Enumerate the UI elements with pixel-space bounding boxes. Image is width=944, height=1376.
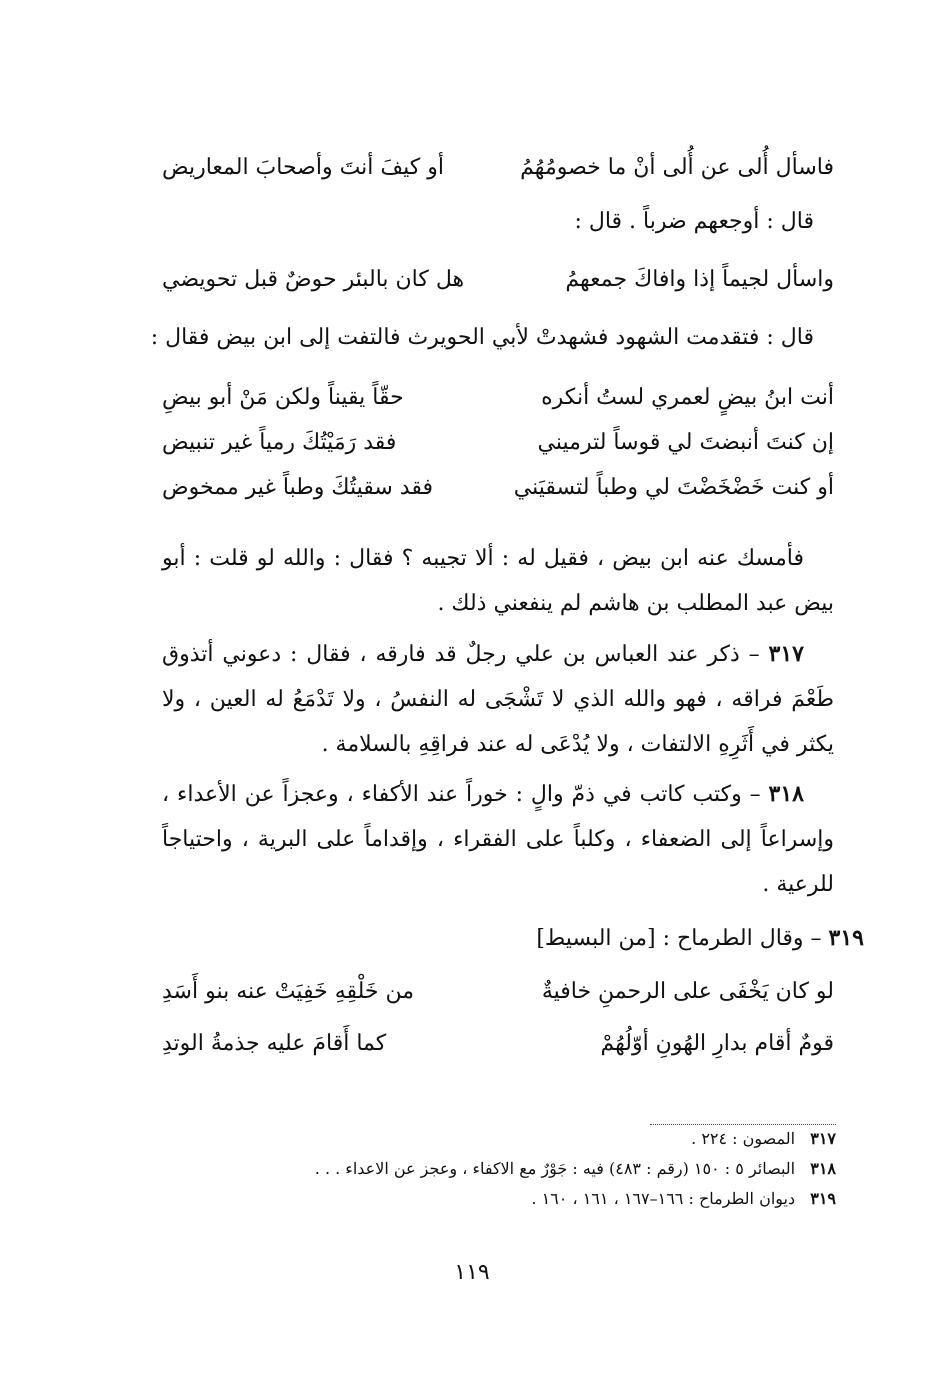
footnote-number: ٣١٧ xyxy=(810,1129,836,1148)
verse-second-hemistich: أو كيفَ أنتَ وأصحابَ المعاريض xyxy=(162,155,445,180)
entry-text: – ذكر عند العباس بن علي رجلٌ قد فارقه ، فقال : دعوني أتذوق طَعْمَ فراقه ، فهو والله الذي لا تَشْجَى له النفسُ ، ولا تَدْمَعُ له العين ، ولا يكثر في أَثَرِهِ الالتفات ، ولا يُدْعَى له عند فراقِهِ بالسلامة . xyxy=(162,642,834,757)
footnote xyxy=(260,1126,836,1152)
entry-318 xyxy=(162,772,834,907)
footnote-text: المصون : ٢٢٤ . xyxy=(691,1129,796,1148)
verse-line xyxy=(162,378,834,418)
entry-317 xyxy=(162,632,834,767)
verse-second-hemistich: كما أَقامَ عليه جذمةُ الوتدِ xyxy=(162,1031,387,1056)
entry-319-heading xyxy=(536,918,864,959)
verse-line xyxy=(162,972,834,1012)
footnote-text: البصائر ٥ : ١٥٠ (رقم : ٤٨٣) فيه : جَوْرٌ مع الاكفاء ، وعجز عن الاعداء . . . xyxy=(314,1159,796,1178)
page-number: ١١٩ xyxy=(454,1260,490,1285)
footnote-separator xyxy=(650,1124,836,1125)
prose-line: قال : أوجعهم ضرباً . قال : xyxy=(574,209,814,234)
verse-second-hemistich: فقد سقيتُكَ وطباً غير ممخوض xyxy=(162,475,433,500)
verse-first-hemistich: إن كنتَ أنبضتَ لي قوساً لترميني xyxy=(537,430,834,455)
verse-first-hemistich: أنت ابنُ بيضٍ لعمري لستُ أنكره xyxy=(541,385,834,410)
verse-second-hemistich: من خَلْقِهِ خَفِيَتْ عنه بنو أَسَدِ xyxy=(162,979,415,1004)
entry-number: ٣١٨ xyxy=(768,781,804,807)
verse-first-hemistich: فاسأل أُلى عن أُلى أنْ ما خصومُهُمُ xyxy=(520,155,834,180)
footnote-text: ديوان الطرماح : ١٦٦–١٦٧ ، ١٦١ ، ١٦٠ . xyxy=(531,1189,796,1208)
prose-line: قال : فتقدمت الشهود فشهدتْ لأبي الحويرث فالتفت إلى ابن بيض فقال : xyxy=(150,325,814,350)
footnote xyxy=(260,1186,836,1212)
verse-line xyxy=(162,148,834,188)
footnote-number: ٣١٩ xyxy=(810,1189,836,1208)
verse-first-hemistich: لو كان يَخْفَى على الرحمنِ خافيةٌ xyxy=(541,979,834,1004)
footnote xyxy=(260,1156,836,1182)
verse-second-hemistich: هل كان بالبئر حوضٌ قبل تحويضي xyxy=(162,267,465,292)
verse-line xyxy=(162,468,834,508)
verse-first-hemistich: قومٌ أقام بدارِ الهُونِ أوّلُهُمْ xyxy=(600,1031,834,1056)
verse-first-hemistich: واسأل لجيماً إذا وافاكَ جمعهمُ xyxy=(565,267,834,292)
entry-number: ٣١٩ xyxy=(828,925,864,951)
verse-line xyxy=(162,260,834,300)
verse-second-hemistich: فقد رَمَيْتُكَ رمياً غير تنبيض xyxy=(162,430,397,455)
verse-line xyxy=(162,1024,834,1064)
prose-paragraph: فأمسك عنه ابن بيض ، فقيل له : ألا تجيبه ؟ فقال : والله لو قلت : أبو بيض عبد المطلب بن هاشم لم ينفعني ذلك . xyxy=(162,546,834,616)
entry-heading-text: – وقال الطرماح : [من البسيط] xyxy=(536,926,822,951)
entry-text: – وكتب كاتب في ذمّ والٍ : خوراً عند الأكفاء ، وعجزاً عن الأعداء ، وإسراعاً إلى الضعفاء ، وكلباً على الفقراء ، وإقداماً على البرية ، واحتياجاً للرعية . xyxy=(162,782,834,897)
footnote-number: ٣١٨ xyxy=(810,1159,836,1178)
entry-number: ٣١٧ xyxy=(768,641,804,667)
verse-line xyxy=(162,423,834,463)
verse-second-hemistich: حقّاً يقيناً ولكن مَنْ أبو بيضِ xyxy=(162,385,404,410)
verse-first-hemistich: أو كنت خَضْخَضْتَ لي وطباً لتسقيَني xyxy=(513,475,834,500)
